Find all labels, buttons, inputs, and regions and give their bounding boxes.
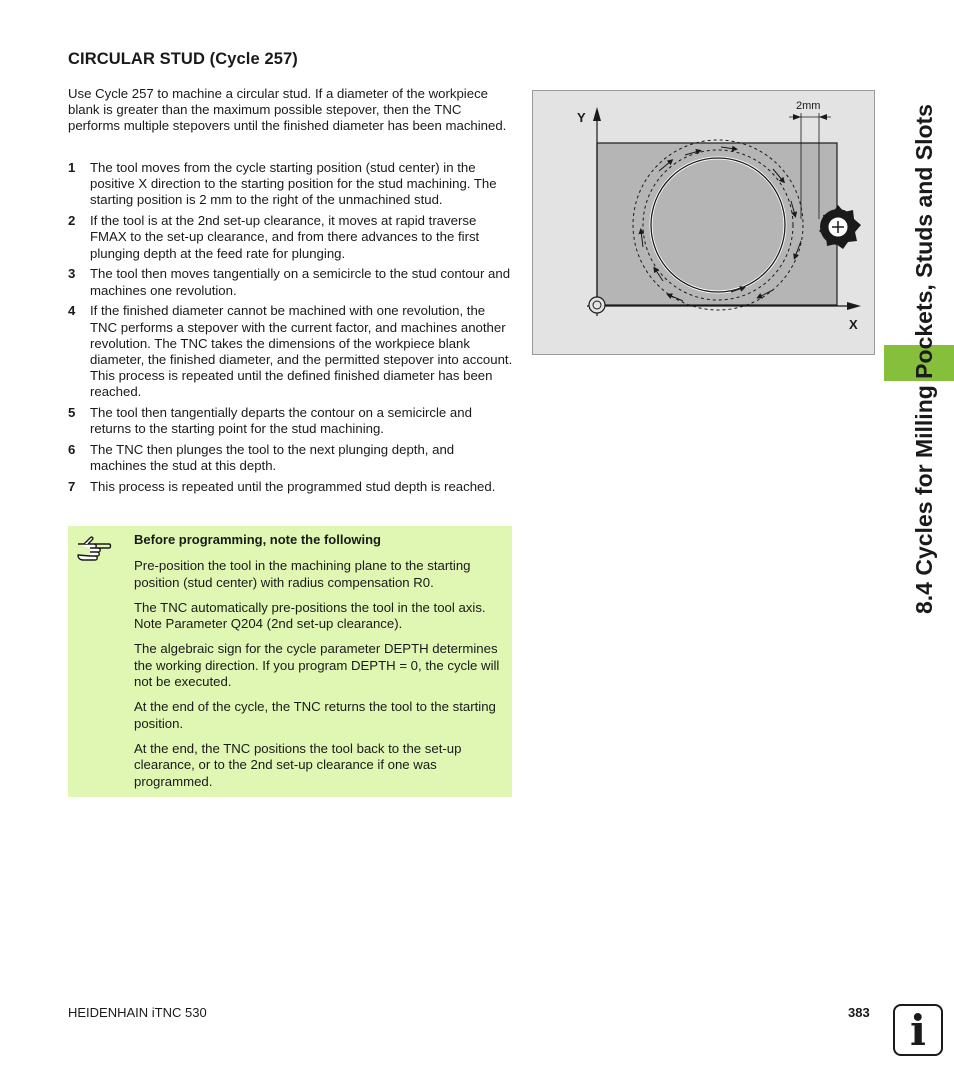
step-number: 5 <box>68 405 76 421</box>
step-number: 2 <box>68 213 76 229</box>
stud-diagram-svg <box>533 91 876 356</box>
step-number: 4 <box>68 303 76 319</box>
note-paragraph: Pre-position the tool in the machining plane to the starting position (stud center) with radius compensation R0. <box>134 558 471 590</box>
pointing-hand-icon <box>76 536 112 562</box>
list-item <box>68 405 514 437</box>
step-number: 3 <box>68 266 76 282</box>
step-number: 7 <box>68 479 76 495</box>
chapter-side-tab: 8.4 Cycles for Milling Pockets, Studs and Slots <box>911 104 937 614</box>
note-paragraph: At the end, the TNC positions the tool back to the set-up clearance, or to the 2nd set-up clearance if one was programmed. <box>134 740 462 789</box>
section-title: CIRCULAR STUD (Cycle 257) <box>68 50 298 68</box>
y-axis-label: Y <box>577 110 586 125</box>
note-box <box>68 526 512 797</box>
info-icon <box>893 1004 943 1056</box>
step-text: The tool then moves tangentially on a semicircle to the stud contour and machines one revolution. <box>90 266 511 298</box>
list-item <box>68 266 514 298</box>
origin-marker <box>589 297 605 313</box>
intro-paragraph: Use Cycle 257 to machine a circular stud. If a diameter of the workpiece blank is greater than the maximum possible stepover, then the TNC performs multiple stepovers until the finished diameter has been machined. <box>68 86 507 134</box>
note-paragraph: At the end of the cycle, the TNC returns the tool to the starting position. <box>134 699 496 731</box>
note-paragraph: The algebraic sign for the cycle parameter DEPTH determines the working direction. If you program DEPTH = 0, the cycle will not be executed. <box>134 641 500 690</box>
step-text: If the finished diameter cannot be machined with one revolution, the TNC performs a stepover with the current factor, and machines another revolution. The TNC takes the dimensions of the workpiece blank diameter, the finished diameter, and the permitted stepover into account. This process is repeated until the defined finished diameter has been reached. <box>90 303 513 400</box>
note-paragraph: The TNC automatically pre-positions the tool in the tool axis. Note Parameter Q204 (2nd set-up clearance). <box>134 599 486 632</box>
step-list <box>68 160 514 500</box>
step-text: If the tool is at the 2nd set-up clearance, it moves at rapid traverse FMAX to the set-up clearance, and from there advances to the first plunging depth at the feed rate for plunging. <box>90 213 480 261</box>
note-heading: Before programming, note the following <box>134 532 381 547</box>
step-number: 1 <box>68 160 76 175</box>
footer-product: HEIDENHAIN iTNC 530 <box>68 1005 207 1020</box>
stud-circle <box>651 158 785 292</box>
stud-diagram <box>532 90 875 355</box>
list-item <box>68 442 514 474</box>
note-paragraphs <box>134 558 504 799</box>
step-text: This process is repeated until the programmed stud depth is reached. <box>90 479 496 495</box>
x-axis-label: X <box>849 317 858 332</box>
step-text: The tool then tangentially departs the contour on a semicircle and returns to the starting point for the stud machining. <box>90 405 472 437</box>
list-item <box>68 160 514 209</box>
step-text: The TNC then plunges the tool to the next plunging depth, and machines the stud at this depth. <box>90 442 455 474</box>
y-axis-arrow <box>593 107 601 121</box>
list-item <box>68 303 514 400</box>
step-text: The tool moves from the cycle starting position (stud center) in the positive X direction to the starting position for the stud machining. The starting position is 2 mm to the right of the unmachined stud. <box>90 160 497 208</box>
x-axis-arrow <box>847 302 861 310</box>
dimension-label: 2mm <box>796 100 821 112</box>
list-item <box>68 213 514 262</box>
list-item <box>68 479 514 495</box>
step-number: 6 <box>68 442 76 458</box>
page-number: 383 <box>848 1005 870 1020</box>
info-glyph: i <box>910 1005 926 1055</box>
